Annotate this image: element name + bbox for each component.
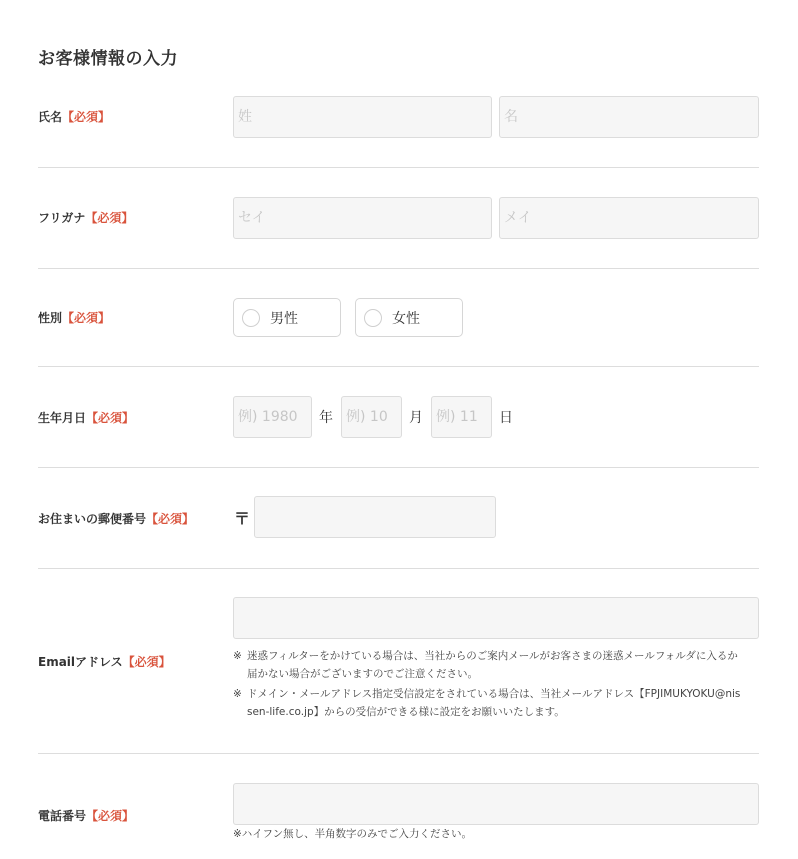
gender-label-text: 性別	[38, 311, 63, 325]
phone-note: ※ハイフン無し、半角数字のみでご入力ください。	[233, 828, 473, 840]
gender-label	[38, 309, 110, 326]
email-note-spam	[233, 647, 759, 683]
email-label-text: Emailアドレス	[38, 655, 123, 669]
birth-day-input[interactable]	[431, 396, 492, 438]
radio-circle-icon	[364, 309, 382, 327]
postal-label-text: お住まいの郵便番号	[38, 512, 147, 526]
note-mark: ※	[233, 688, 242, 700]
row-divider	[38, 268, 759, 269]
kana-label	[38, 209, 133, 226]
birthdate-label	[38, 409, 134, 426]
first-name-kana-input[interactable]	[499, 197, 759, 239]
last-name-input[interactable]	[233, 96, 492, 138]
name-label	[38, 108, 110, 125]
form-title: お客様情報の入力	[38, 49, 178, 69]
gender-male-radio[interactable]	[233, 298, 341, 337]
email-label	[38, 653, 171, 670]
row-divider	[38, 753, 759, 754]
required-badge: 【必須】	[86, 809, 135, 823]
required-badge: 【必須】	[62, 311, 111, 325]
row-divider	[38, 568, 759, 569]
first-name-input[interactable]	[499, 96, 759, 138]
last-name-kana-input[interactable]	[233, 197, 492, 239]
postal-code-input[interactable]	[254, 496, 496, 538]
note-mark: ※	[233, 650, 242, 662]
email-note-domain-line2: sen-life.co.jp】からの受信ができる様に設定をお願いいたします。	[247, 706, 565, 718]
radio-circle-icon	[242, 309, 260, 327]
phone-label	[38, 807, 134, 824]
phone-input[interactable]	[233, 783, 759, 825]
birth-month-input[interactable]	[341, 396, 402, 438]
email-note-spam-line1: 迷惑フィルターをかけている場合は、当社からのご案内メールがお客さまの迷惑メールフォルダに入るか	[247, 650, 738, 662]
phone-label-text: 電話番号	[38, 809, 87, 823]
gender-female-label: 女性	[392, 310, 420, 327]
postal-mark-icon: 〒	[234, 509, 251, 528]
name-label-text: 氏名	[38, 110, 63, 124]
kana-label-text: フリガナ	[38, 211, 86, 225]
row-divider	[38, 467, 759, 468]
birth-year-input[interactable]	[233, 396, 312, 438]
required-badge: 【必須】	[86, 411, 135, 425]
required-badge: 【必須】	[85, 211, 134, 225]
email-input[interactable]	[233, 597, 759, 639]
row-divider	[38, 167, 759, 168]
month-unit: 月	[409, 410, 423, 426]
year-unit: 年	[319, 410, 333, 426]
email-note-domain	[233, 685, 759, 721]
required-badge: 【必須】	[62, 110, 111, 124]
required-badge: 【必須】	[146, 512, 195, 526]
postal-label	[38, 510, 194, 527]
row-divider	[38, 366, 759, 367]
gender-male-label: 男性	[270, 310, 298, 327]
gender-female-radio[interactable]	[355, 298, 463, 337]
birthdate-label-text: 生年月日	[38, 411, 87, 425]
email-note-spam-line2: 届かない場合がございますのでご注意ください。	[247, 668, 478, 680]
email-note-domain-line1: ドメイン・メールアドレス指定受信設定をされている場合は、当社メールアドレス【FPJIMUKYOKU@nis	[247, 688, 741, 700]
day-unit: 日	[499, 410, 513, 426]
required-badge: 【必須】	[122, 655, 171, 669]
